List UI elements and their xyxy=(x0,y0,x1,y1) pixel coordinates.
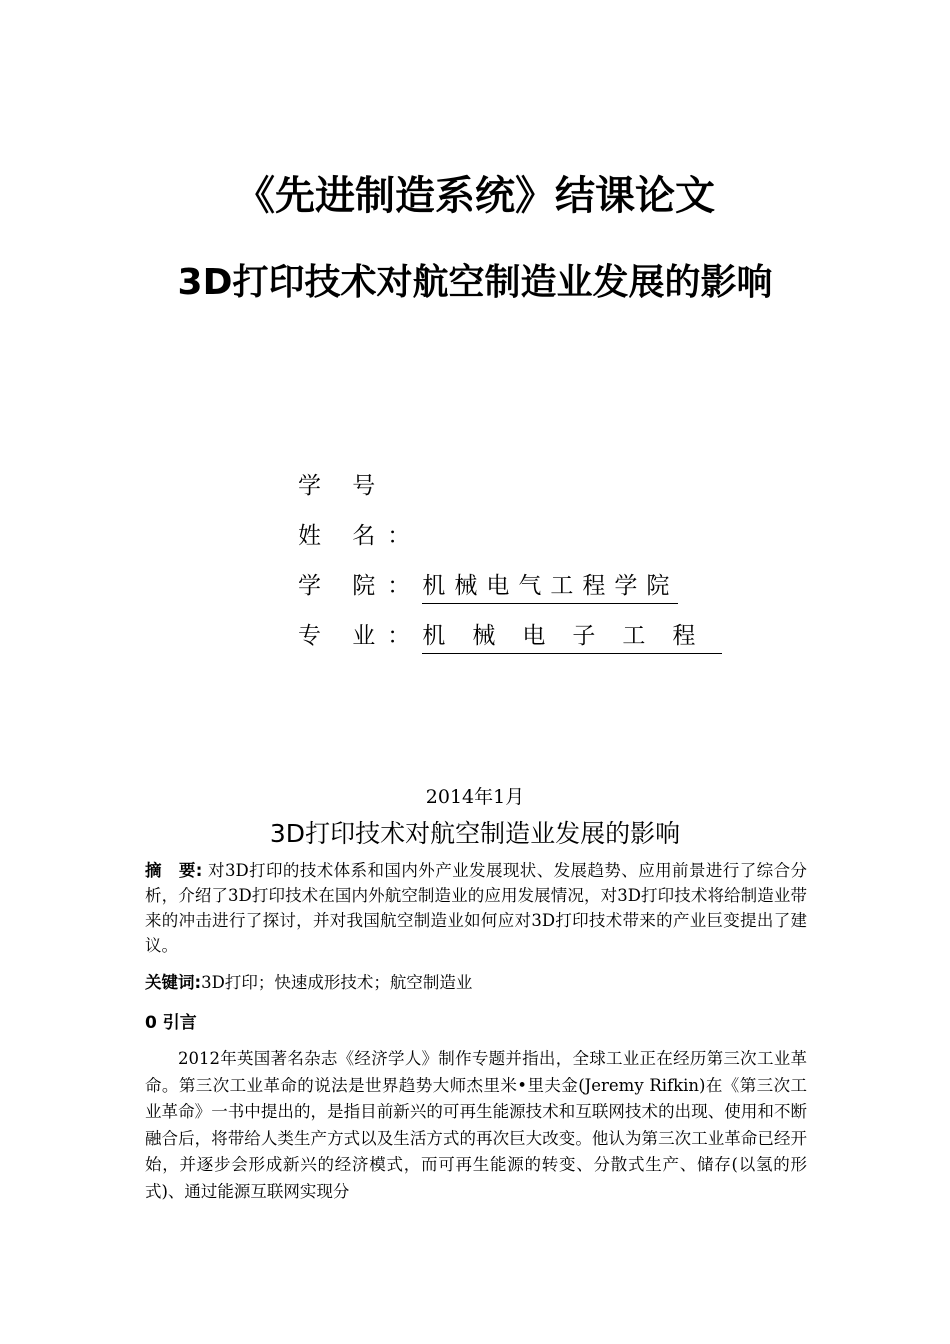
name-row xyxy=(298,516,718,566)
student-info-block xyxy=(298,466,723,666)
keywords-text: 3D打印；快速成形技术；航空制造业 xyxy=(201,973,473,992)
college-row xyxy=(298,566,718,616)
major-value: 机械电子工程 xyxy=(422,621,722,654)
college-value: 机械电气工程学院 xyxy=(422,571,678,604)
major-label: 专 业： xyxy=(298,623,423,649)
cover-title: 《先进制造系统》结课论文 xyxy=(235,173,715,219)
abstract-paragraph xyxy=(145,858,807,958)
abstract-text: 对3D打印的技术体系和国内外产业发展现状、发展趋势、应用前景进行了综合分析，介绍了3D打印技术在国内外航空制造业的应用发展情况，对3D打印技术将给制造业带来的冲击进行了探讨，并对我国航空制造业如何应对3D打印技术带来的产业巨变提出了建议。 xyxy=(145,861,807,955)
college-label: 学 院： xyxy=(298,573,423,599)
abstract-label: 摘 要: xyxy=(145,861,203,880)
section-heading: 0 引言 xyxy=(145,1013,197,1033)
keywords-label: 关键词: xyxy=(145,973,202,992)
cover-subtitle: 3D打印技术对航空制造业发展的影响 xyxy=(177,262,773,303)
major-row xyxy=(298,616,723,666)
student-id-row xyxy=(298,466,718,516)
paper-title: 3D打印技术对航空制造业发展的影响 xyxy=(269,819,681,848)
student-id-label: 学 号 xyxy=(298,473,388,499)
intro-paragraph: 2012年英国著名杂志《经济学人》制作专题并指出，全球工业正在经历第三次工业革命。第三次工业革命的说法是世界趋势大师杰里米•里夫金(Jeremy Rifkin)在《第三次工业革命》一书中提出的，是指目前新兴的可再生能源技术和互联网技术的出现、使用和不断融合后，将带给人类生产方式以及生活方式的再次巨大改变。他认为第三次工业革命已经开始，并逐步会形成新兴的经济模式，而可再生能源的转变、分散式生产、储存(以氢的形式)、通过能源互联网实现分 xyxy=(145,1049,807,1201)
name-label: 姓 名： xyxy=(298,523,423,549)
keywords-line xyxy=(145,970,807,995)
cover-date: 2014年1月 xyxy=(425,786,525,808)
